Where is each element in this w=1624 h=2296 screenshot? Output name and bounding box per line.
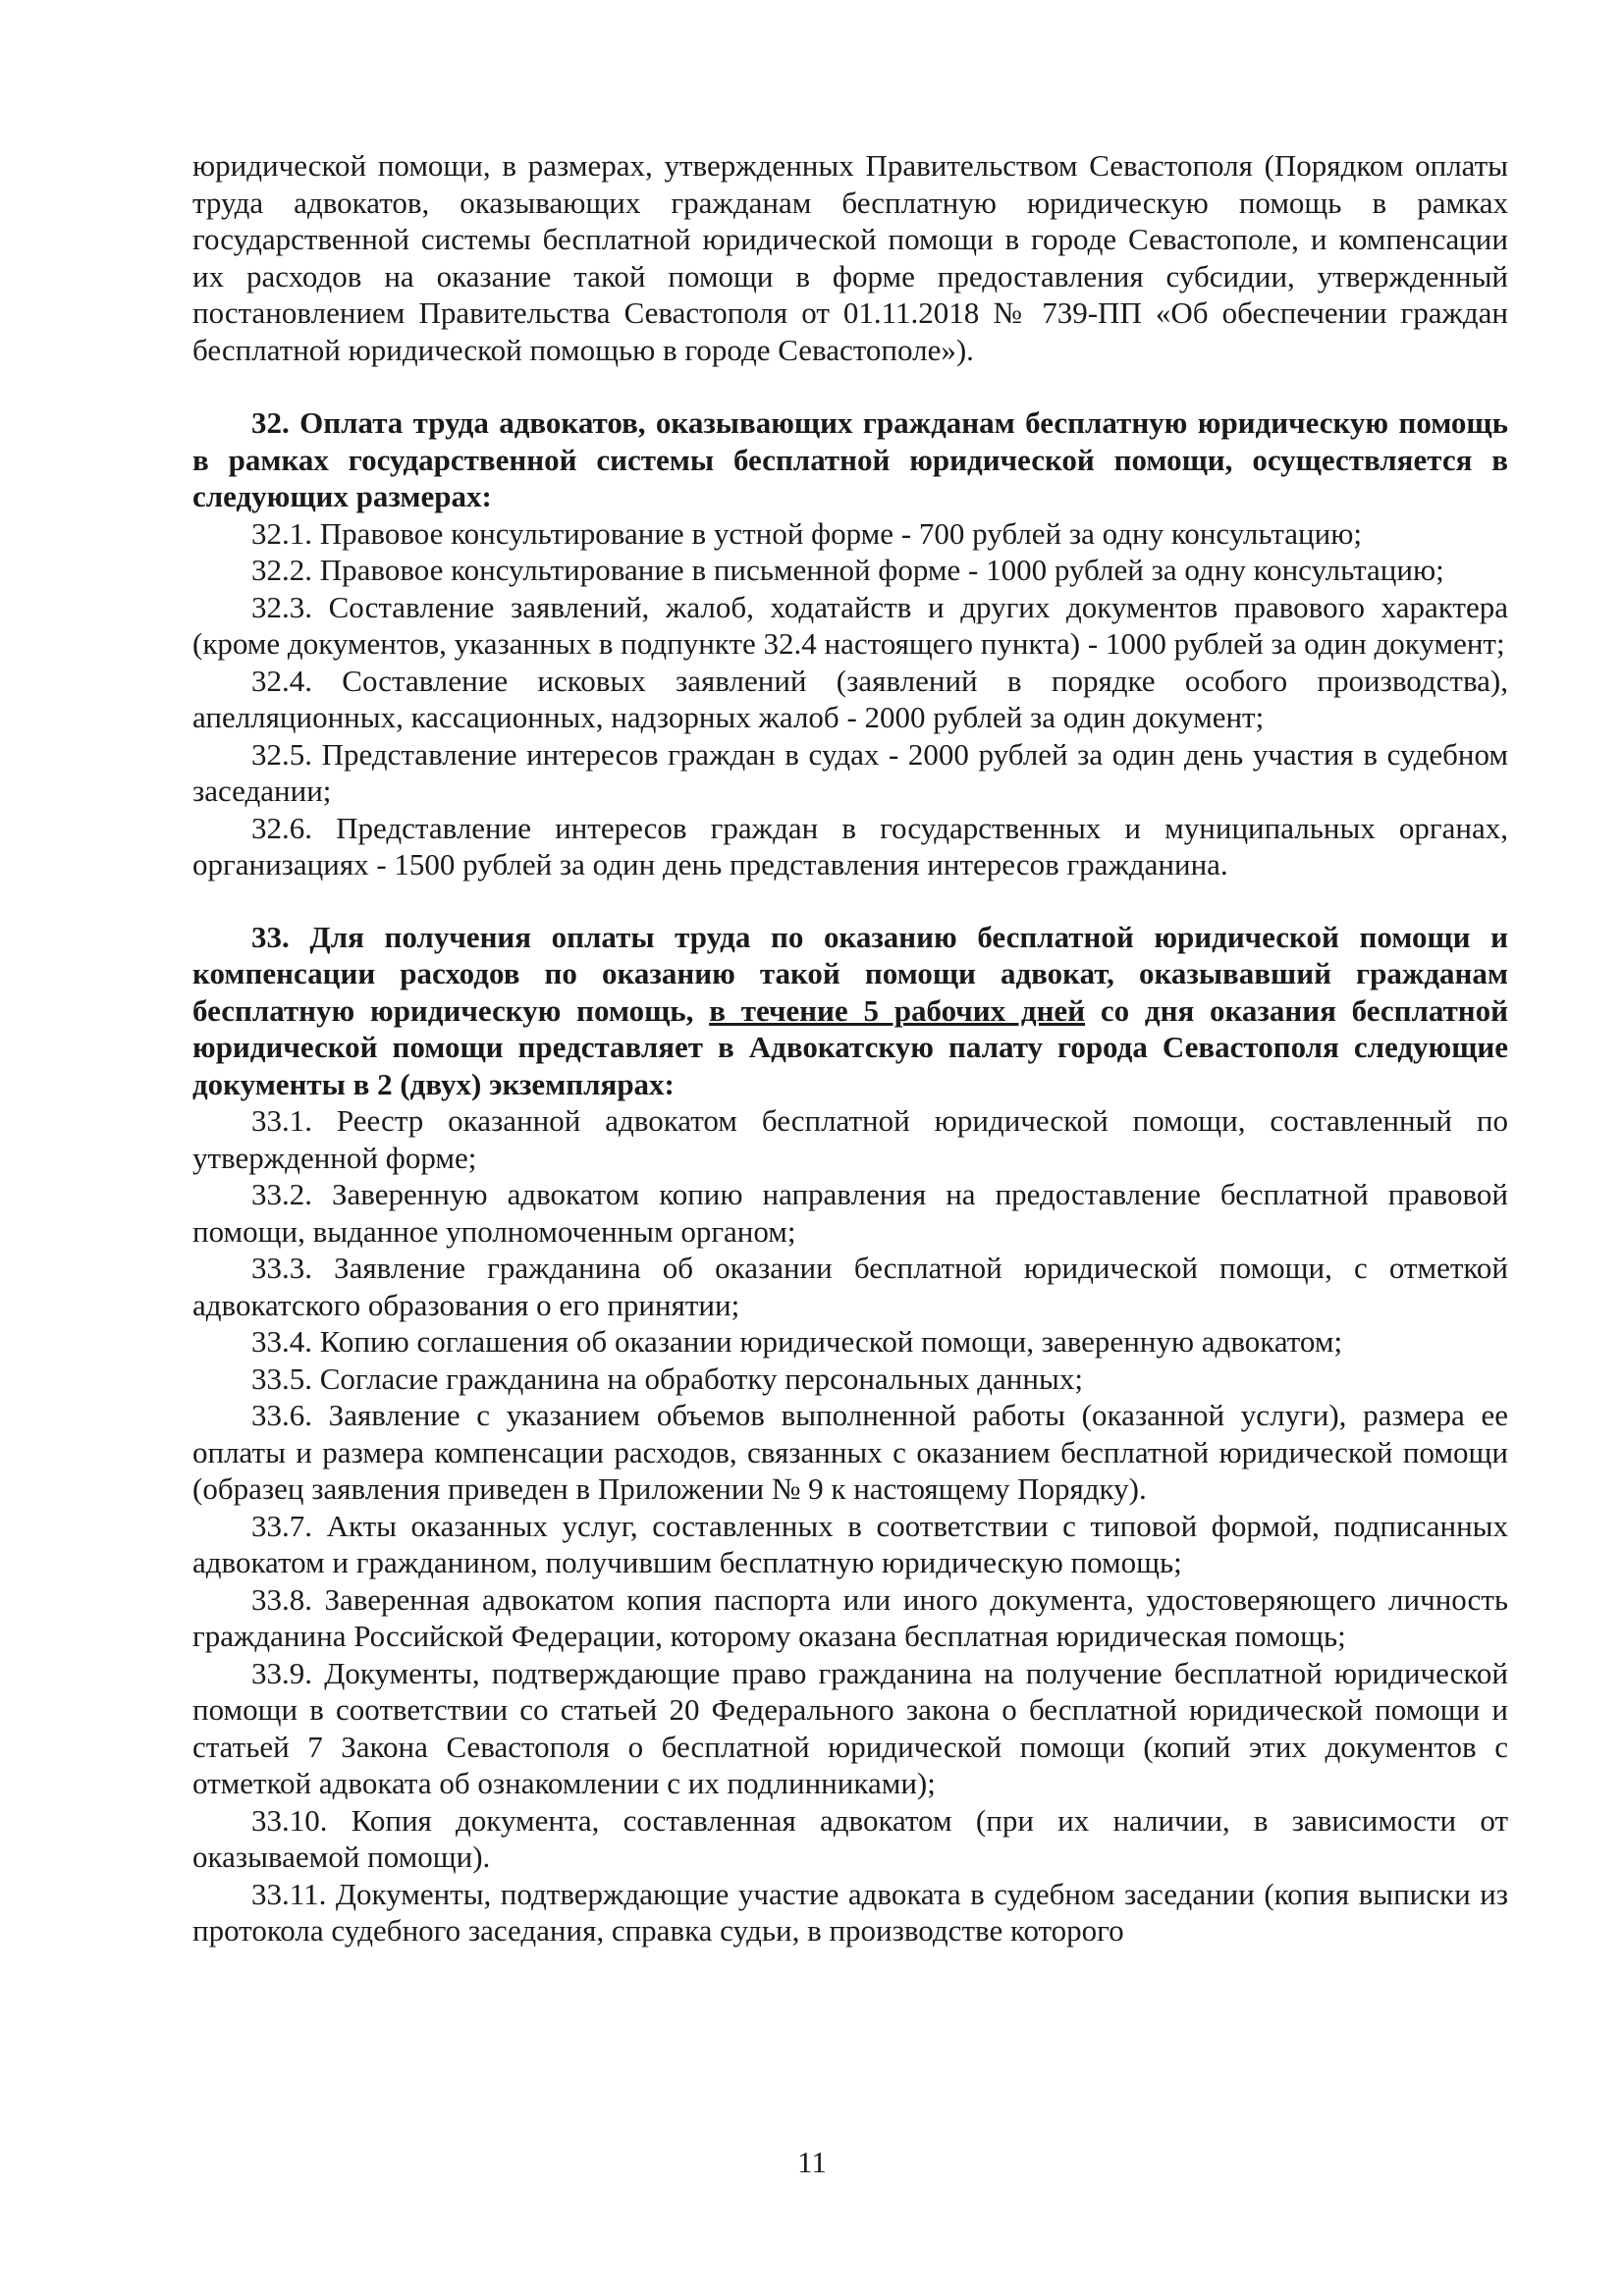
intro-paragraph: юридической помощи, в размерах, утвержденных Правительством Севастополя (Порядком оплаты труда адвокатов, оказывающих гражданам бесплатную юридическую помощь в рамках государственной системы бесплатной юридической помощи в городе Севастополе, и компенсации их расходов на оказание такой помощи в форме предоставления субсидии, утвержденный постановлением Правительства Севастополя от 01.11.2018 № 739-ПП «Об обеспечении граждан бесплатной юридической помощью в городе Севастополе»). xyxy=(192,148,1508,367)
section-33-item-7: 33.7. Акты оказанных услуг, составленных в соответствии с типовой формой, подписанных адвокатом и гражданином, получившим бесплатную юридическую помощь; xyxy=(192,1508,1508,1579)
document-page xyxy=(192,147,1508,1949)
section-33-heading-part2: со дня оказания бесплатной юридической помощи представляет в Адвокатскую палату города Севастополя следующие документы в 2 (двух) экземплярах: xyxy=(192,992,1509,1101)
section-32-item-4: 32.4. Составление исковых заявлений (заявлений в порядке особого производства), апелляционных, кассационных, надзорных жалоб - 2000 рублей за один документ; xyxy=(192,663,1508,734)
section-33-item-9: 33.9. Документы, подтверждающие право гражданина на получение бесплатной юридической помощи в соответствии со статьей 20 Федерального закона о бесплатной юридической помощи и статьей 7 Закона Севастополя о бесплатной юридической помощи (копий этих документов с отметкой адвоката об ознакомлении с их подлинниками); xyxy=(192,1655,1508,1800)
section-33-item-6: 33.6. Заявление с указанием объемов выполненной работы (оказанной услуги), размера ее оплаты и размера компенсации расходов, связанных с оказанием бесплатной юридической помощи (образец заявления приведен в Приложении № 9 к настоящему Порядку). xyxy=(192,1398,1508,1506)
section-32-item-6: 32.6. Представление интересов граждан в государственных и муниципальных органах, организациях - 1500 рублей за один день представления интересов гражданина. xyxy=(192,810,1508,881)
page-number: 11 xyxy=(797,2145,827,2179)
section-32-item-5: 32.5. Представление интересов граждан в судах - 2000 рублей за один день участия в судебном заседании; xyxy=(192,736,1508,808)
section-32-item-1: 32.1. Правовое консультирование в устной форме - 700 рублей за одну консультацию; xyxy=(251,515,1362,551)
section-33-item-8: 33.8. Заверенная адвокатом копия паспорта или иного документа, удостоверяющего личность гражданина Российской Федерации, которому оказана бесплатная юридическая помощь; xyxy=(192,1581,1508,1653)
section-32-heading: 32. Оплата труда адвокатов, оказывающих гражданам бесплатную юридическую помощь в рамках государственной системы бесплатной юридической помощи, осуществляется в следующих размерах: xyxy=(192,405,1508,513)
section-33-item-1: 33.1. Реестр оказанной адвокатом бесплатной юридической помощи, составленный по утвержденной форме; xyxy=(192,1103,1508,1175)
section-33-item-5: 33.5. Согласие гражданина на обработку персональных данных; xyxy=(251,1361,1083,1396)
section-33-deadline: в течение 5 рабочих дней xyxy=(709,992,1086,1028)
section-32-item-3: 32.3. Составление заявлений, жалоб, ходатайств и других документов правового характера (кроме документов, указанных в подпункте 32.4 настоящего пункта) - 1000 рублей за один документ; xyxy=(192,589,1508,661)
section-33-heading-part1: 33. Для получения оплаты труда по оказанию бесплатной юридической помощи и компенсации расходов по оказанию такой помощи адвокат, оказывавший гражданам бесплатную юридическую помощь, xyxy=(192,919,1508,1028)
section-33-item-3: 33.3. Заявление гражданина об оказании бесплатной юридической помощи, с отметкой адвокатского образования о его принятии; xyxy=(192,1251,1508,1322)
section-33-item-11: 33.11. Документы, подтверждающие участие адвоката в судебном заседании (копия выписки из протокола судебного заседания, справка судьи, в производстве которого xyxy=(192,1876,1508,1948)
section-32-item-2: 32.2. Правовое консультирование в письменной форме - 1000 рублей за одну консультацию; xyxy=(251,553,1444,587)
spacer xyxy=(192,883,1508,919)
section-33-heading xyxy=(192,919,1508,1103)
spacer xyxy=(192,368,1508,404)
section-33-item-4: 33.4. Копию соглашения об оказании юридической помощи, заверенную адвокатом; xyxy=(251,1324,1343,1359)
section-33-item-10: 33.10. Копия документа, составленная адвокатом (при их наличии, в зависимости от оказываемой помощи). xyxy=(192,1802,1508,1874)
section-33-item-2: 33.2. Заверенную адвокатом копию направления на предоставление бесплатной правовой помощи, выданное уполномоченным органом; xyxy=(192,1177,1508,1249)
